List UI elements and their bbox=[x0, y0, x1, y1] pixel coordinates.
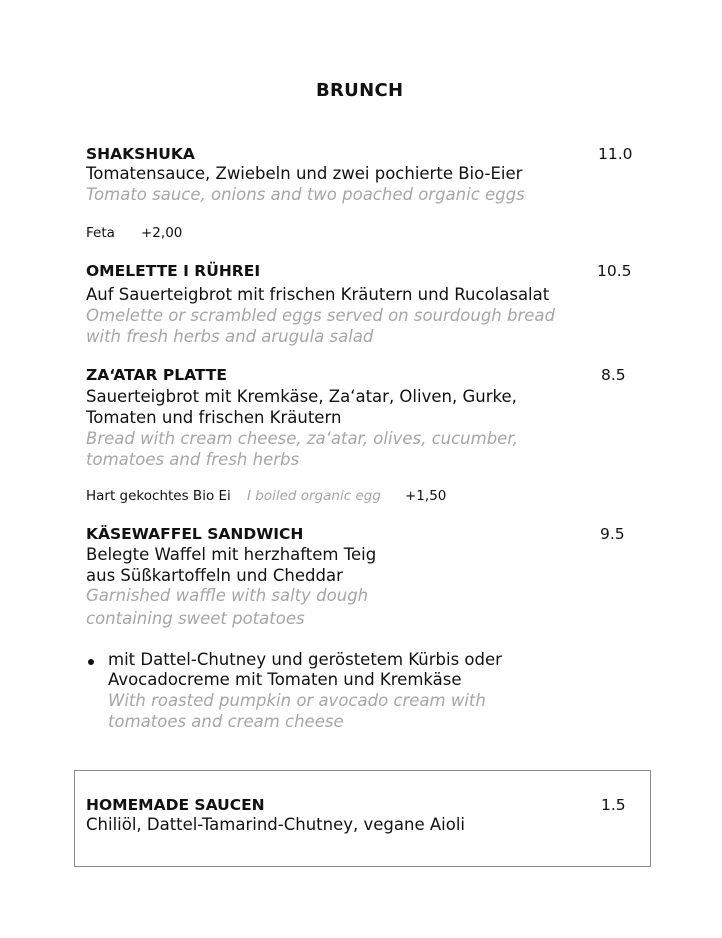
extra-price-feta: +2,00 bbox=[141, 225, 183, 241]
item-description-en: Garnished waffle with salty dough bbox=[86, 586, 369, 605]
extra-price-egg: +1,50 bbox=[405, 488, 447, 504]
item-description-de: Tomaten und frischen Kräutern bbox=[86, 408, 342, 427]
page-title: BRUNCH bbox=[316, 80, 404, 101]
item-price-sauces: 1.5 bbox=[601, 796, 626, 814]
extra-label-feta: Feta bbox=[86, 225, 115, 241]
extra-label-egg: Hart gekochtes Bio Ei bbox=[86, 488, 231, 504]
item-description-en: Omelette or scrambled eggs served on sourdough bread bbox=[86, 306, 556, 325]
item-description-en: Bread with cream cheese, za‘atar, olives, cucumber, bbox=[86, 429, 518, 448]
item-description-en: with fresh herbs and arugula salad bbox=[86, 327, 374, 346]
item-name-omelette: OMELETTE I RÜHREI bbox=[86, 262, 261, 280]
item-name-shakshuka: SHAKSHUKA bbox=[86, 145, 195, 163]
item-description-de: Sauerteigbrot mit Kremkäse, Za‘atar, Oliven, Gurke, bbox=[86, 387, 517, 406]
bullet-dot-icon bbox=[88, 659, 94, 665]
option-description-en: tomatoes and cream cheese bbox=[108, 712, 344, 731]
item-description-de: Tomatensauce, Zwiebeln und zwei pochierte Bio-Eier bbox=[86, 164, 523, 183]
option-description-de: Avocadocreme mit Tomaten und Kremkäse bbox=[108, 670, 462, 689]
item-description-en: containing sweet potatoes bbox=[86, 609, 305, 628]
item-description-de: Chiliöl, Dattel-Tamarind-Chutney, vegane Aioli bbox=[86, 815, 465, 834]
item-description-de: aus Süßkartoffeln und Cheddar bbox=[86, 566, 343, 585]
item-name-kaesewaffel: KÄSEWAFFEL SANDWICH bbox=[86, 525, 304, 543]
item-name-sauces: HOMEMADE SAUCEN bbox=[86, 796, 265, 814]
option-description-en: With roasted pumpkin or avocado cream with bbox=[108, 691, 486, 710]
item-price-shakshuka: 11.0 bbox=[598, 145, 633, 163]
item-description-en: tomatoes and fresh herbs bbox=[86, 450, 300, 469]
item-price-omelette: 10.5 bbox=[597, 262, 632, 280]
extra-label-egg-en: I boiled organic egg bbox=[247, 488, 381, 504]
item-name-zaatar: ZA‘ATAR PLATTE bbox=[86, 366, 227, 384]
item-description-de: Auf Sauerteigbrot mit frischen Kräutern und Rucolasalat bbox=[86, 285, 550, 304]
item-price-kaesewaffel: 9.5 bbox=[600, 525, 625, 543]
option-description-de: mit Dattel-Chutney und geröstetem Kürbis oder bbox=[108, 650, 502, 669]
item-price-zaatar: 8.5 bbox=[601, 366, 626, 384]
item-description-de: Belegte Waffel mit herzhaftem Teig bbox=[86, 545, 377, 564]
item-description-en: Tomato sauce, onions and two poached organic eggs bbox=[86, 185, 525, 204]
